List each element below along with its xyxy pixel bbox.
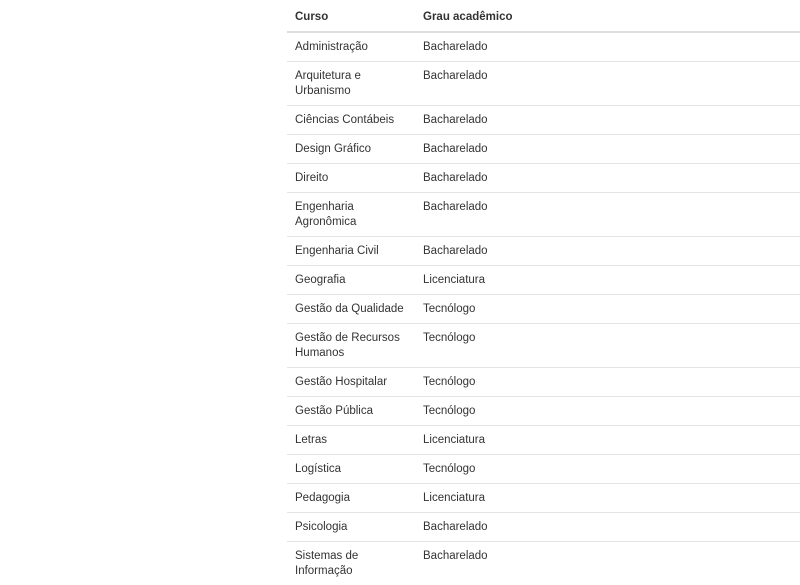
cell-grau: Licenciatura bbox=[415, 426, 800, 455]
cell-grau: Bacharelado bbox=[415, 164, 800, 193]
cell-grau: Licenciatura bbox=[415, 266, 800, 295]
cell-grau: Licenciatura bbox=[415, 484, 800, 513]
table-row bbox=[287, 164, 800, 193]
table-row bbox=[287, 426, 800, 455]
table-row bbox=[287, 32, 800, 62]
cell-curso: Pedagogia bbox=[287, 484, 415, 513]
cell-curso: Geografia bbox=[287, 266, 415, 295]
table-body bbox=[287, 32, 800, 585]
cell-curso: Administração bbox=[287, 32, 415, 62]
table-row bbox=[287, 324, 800, 368]
column-header-grau: Grau acadêmico bbox=[415, 0, 800, 32]
cell-curso: Gestão de Recursos Humanos bbox=[287, 324, 415, 368]
table-header bbox=[287, 0, 800, 32]
cell-grau: Tecnólogo bbox=[415, 368, 800, 397]
courses-table bbox=[287, 0, 800, 585]
table-row bbox=[287, 542, 800, 585]
table-row bbox=[287, 62, 800, 106]
table-row bbox=[287, 368, 800, 397]
cell-curso: Logística bbox=[287, 455, 415, 484]
cell-grau: Bacharelado bbox=[415, 62, 800, 106]
cell-curso: Direito bbox=[287, 164, 415, 193]
cell-curso: Gestão Pública bbox=[287, 397, 415, 426]
cell-curso: Ciências Contábeis bbox=[287, 106, 415, 135]
cell-grau: Tecnólogo bbox=[415, 455, 800, 484]
cell-curso: Engenharia Agronômica bbox=[287, 193, 415, 237]
table-row bbox=[287, 513, 800, 542]
cell-curso: Letras bbox=[287, 426, 415, 455]
table-row bbox=[287, 135, 800, 164]
cell-curso: Design Gráfico bbox=[287, 135, 415, 164]
cell-curso: Arquitetura e Urbanismo bbox=[287, 62, 415, 106]
cell-grau: Tecnólogo bbox=[415, 397, 800, 426]
cell-curso: Psicologia bbox=[287, 513, 415, 542]
table-header-row bbox=[287, 0, 800, 32]
column-header-curso: Curso bbox=[287, 0, 415, 32]
table-row bbox=[287, 455, 800, 484]
table-row bbox=[287, 237, 800, 266]
table-row bbox=[287, 193, 800, 237]
cell-curso: Engenharia Civil bbox=[287, 237, 415, 266]
cell-grau: Bacharelado bbox=[415, 513, 800, 542]
table-row bbox=[287, 484, 800, 513]
cell-grau: Bacharelado bbox=[415, 106, 800, 135]
cell-grau: Bacharelado bbox=[415, 237, 800, 266]
cell-grau: Tecnólogo bbox=[415, 324, 800, 368]
cell-grau: Bacharelado bbox=[415, 193, 800, 237]
table-row bbox=[287, 397, 800, 426]
cell-curso: Gestão Hospitalar bbox=[287, 368, 415, 397]
cell-grau: Bacharelado bbox=[415, 32, 800, 62]
table-row bbox=[287, 295, 800, 324]
cell-curso: Gestão da Qualidade bbox=[287, 295, 415, 324]
cell-grau: Bacharelado bbox=[415, 542, 800, 585]
cell-grau: Tecnólogo bbox=[415, 295, 800, 324]
cell-grau: Bacharelado bbox=[415, 135, 800, 164]
table-row bbox=[287, 106, 800, 135]
courses-table-container bbox=[287, 0, 800, 585]
table-row bbox=[287, 266, 800, 295]
cell-curso: Sistemas de Informação bbox=[287, 542, 415, 585]
